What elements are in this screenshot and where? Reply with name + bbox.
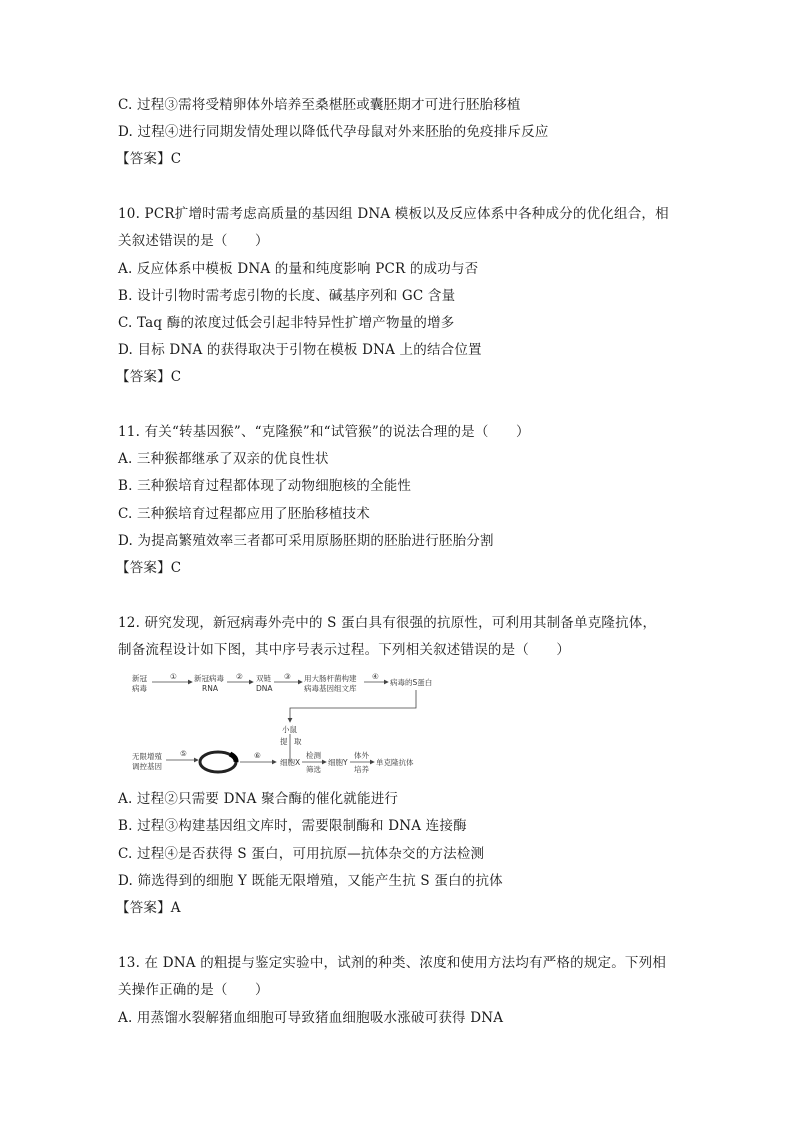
node-library-l2: 病毒基因组文库 (304, 684, 357, 693)
q12-answer: 【答案】A (116, 900, 181, 916)
q12-option-c: C. 过程④是否获得 S 蛋白，可用抗原—抗体杂交的方法检测 (118, 846, 485, 862)
q11-answer: 【答案】C (116, 560, 182, 576)
q12-option-b: B. 过程③构建基因组文库时，需要限制酶和 DNA 连接酶 (118, 818, 467, 834)
q11-option-b: B. 三种猴培育过程都体现了动物细胞核的全能性 (118, 478, 412, 494)
q12-option-a: A. 过程②只需要 DNA 聚合酶的催化就能进行 (118, 791, 399, 807)
node-virus-l1: 新冠 (132, 674, 147, 683)
node-library-l1: 用大肠杆菌构建 (304, 674, 357, 683)
q12-stem-line2: 制备流程设计如下图，其中序号表示过程。下列相关叙述错误的是（ ） (118, 642, 571, 658)
screen-label-1: 检测 (306, 751, 321, 760)
arrow-to-mouse (290, 690, 416, 722)
q10-stem-line1: 10. PCR扩增时需考虑高质量的基因组 DNA 模板以及反应体系中各种成分的优化组合，相 (118, 206, 669, 222)
q13-stem-line2: 关操作正确的是（ ） (118, 982, 269, 998)
node-cell-x: 细胞X (280, 758, 301, 767)
q10-stem-line2: 关叙述错误的是（ ） (118, 233, 269, 249)
node-rna-l2: RNA (202, 684, 218, 693)
step-6-label: ⑥ (254, 751, 261, 760)
q10-option-c: C. Taq 酶的浓度过低会引起非特异性扩增产物量的增多 (118, 315, 455, 331)
culture-label-1: 体外 (354, 751, 369, 760)
step-4-label: ④ (372, 672, 379, 681)
extract-label-2: 取 (294, 737, 302, 746)
q9-answer: 【答案】C (116, 151, 182, 167)
node-cell-y: 细胞Y (328, 758, 348, 767)
q11-option-d: D. 为提高繁殖效率三者都可采用原肠胚期的胚胎进行胚胎分割 (118, 533, 494, 549)
node-rna-l1: 新冠病毒 (194, 674, 224, 683)
step-1-label: ① (170, 672, 177, 681)
extract-label-1: 提 (280, 737, 288, 746)
q10-option-a: A. 反应体系中模板 DNA 的量和纯度影响 PCR 的成功与否 (118, 261, 479, 277)
node-mouse: 小鼠 (282, 725, 297, 734)
q9-option-c: C. 过程③需将受精卵体外培养至桑椹胚或囊胚期才可进行胚胎移植 (118, 97, 521, 113)
q10-option-b: B. 设计引物时需考虑引物的长度、碱基序列和 GC 含量 (118, 288, 456, 304)
node-s-protein: 病毒的S蛋白 (390, 678, 433, 687)
q11-option-a: A. 三种猴都继承了双亲的优良性状 (118, 451, 329, 467)
node-virus-l2: 病毒 (132, 684, 147, 693)
step-2-label: ② (236, 672, 243, 681)
q11-option-c: C. 三种猴培育过程都应用了胚胎移植技术 (118, 506, 370, 522)
node-dna-l1: 双链 (256, 674, 271, 683)
node-dna-l2: DNA (256, 684, 273, 693)
q10-answer: 【答案】C (116, 369, 182, 385)
q12-stem-line1: 12. 研究发现，新冠病毒外壳中的 S 蛋白具有很强的抗原性，可利用其制备单克隆抗体， (118, 615, 657, 631)
q10-option-d: D. 目标 DNA 的获得取决于引物在模板 DNA 上的结合位置 (118, 342, 482, 358)
node-gene-l1: 无限增殖 (132, 752, 162, 761)
monoclonal-antibody-flow-diagram (130, 670, 440, 780)
q13-option-a: A. 用蒸馏水裂解猪血细胞可导致猪血细胞吸水涨破可获得 DNA (118, 1010, 504, 1026)
node-monoclonal-antibody: 单克隆抗体 (376, 758, 414, 767)
q11-stem: 11. 有关“转基因猴”、“克隆猴”和“试管猴”的说法合理的是（ ） (118, 424, 530, 440)
step-5-label: ⑤ (180, 749, 187, 758)
node-gene-l2: 调控基因 (132, 762, 162, 771)
q13-stem-line1: 13. 在 DNA 的粗提与鉴定实验中，试剂的种类、浓度和使用方法均有严格的规定。下列相 (118, 955, 667, 971)
screen-label-2: 筛选 (306, 765, 321, 774)
q12-option-d: D. 筛选得到的细胞 Y 既能无限增殖，又能产生抗 S 蛋白的抗体 (118, 873, 503, 889)
plasmid-gene-segment (230, 754, 236, 762)
culture-label-2: 培养 (354, 765, 369, 774)
q9-option-d: D. 过程④进行同期发情处理以降低代孕母鼠对外来胚胎的免疫排斥反应 (118, 124, 549, 140)
step-3-label: ③ (284, 672, 291, 681)
